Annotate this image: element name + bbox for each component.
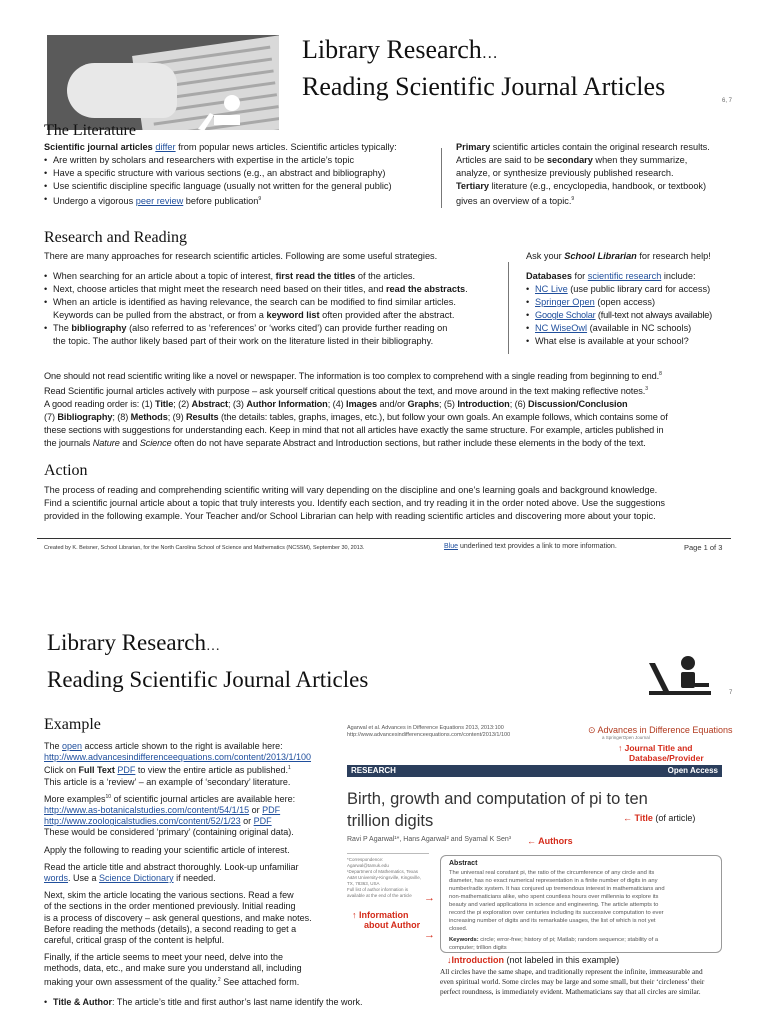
differ-link[interactable]: differ — [155, 142, 176, 152]
nc-wiseowl-link[interactable]: NC WiseOwl — [535, 323, 588, 333]
reader-figure-icon — [192, 93, 252, 130]
open-link[interactable]: open — [62, 741, 83, 751]
page-title: Library Research… Reading Scientific Journal Articles — [302, 35, 666, 101]
header-photo — [47, 35, 279, 130]
science-dictionary-link[interactable]: Science Dictionary — [99, 873, 174, 884]
literature-right-column: Primary scientific articles contain the original research results. Articles are said to be secondary when they summarize, analyze, or synthesize previously published research. Tertiary literature (e.g., encyclopedia, handbook, or textbook) gives an overview of a topic.$^9$ — [456, 142, 710, 207]
annotation-title: ← Title (of article) — [623, 813, 696, 823]
abstract-arrow-icon: → — [424, 892, 435, 904]
peer-review-link[interactable]: peer review — [135, 196, 184, 207]
list-item: • When an article is identified as having relevance, the search can be modified to find similar articles. — [44, 296, 514, 309]
article-authors: Ravi P Agarwal¹*, Hans Agarwal² and Syamal K Sen³ — [347, 836, 512, 843]
annotation-journal-title: ↑ Journal Title and Database/Provider — [618, 743, 704, 763]
list-item: • NC WiseOwl (available in NC schools) — [526, 322, 736, 335]
arrow-left-icon: ← — [527, 836, 536, 846]
springer-open-link[interactable]: Springer Open — [535, 297, 595, 307]
annotation-authors: ← Authors — [527, 836, 573, 846]
section-heading-action: Action — [44, 462, 88, 479]
google-scholar-link[interactable]: Google Scholar — [535, 310, 596, 320]
example-text: The open access article shown to the right is available here: http://www.advancesindifferenceequations.com/content/2013/1/100 Click on Full Text PDF to view the entire article as published.$^1$ This article is a ‘review’ – an example of ‘secondary’ literature. More examples$^{10}$ of scientific journal articles are available here: http://www.as-botanicalstudies.com/content/54/1/15 or PDF http://www.zoologicalstudies.com/content/52/1/23 or PDF These would be considered ‘primary’ (containing original data). Apply the following to reading your scientific article of interest. Read the article title and abstract thoroughly. Look-up unfamiliar words. Use a Science Dictionary if needed. Next, skim the article locating the various sections. Read a few of the sections in the order mentioned previously. Initial reading is a process of discovery – ask general questions, and make notes. Before reading the methods (details), a second reading to get a careful, critical grasp of the content is helpful. Finally, if the article seems to meet your need, delve into the methods, data, etc., and make sure you understand all, including making your own assessment of the quality.$^2$ See attached form. • Title & Author: The article’s title and first author’s last name identify the work. — [44, 741, 339, 1008]
page-number: Page 1 of 3 — [684, 543, 723, 552]
pdf-link[interactable]: PDF — [262, 805, 281, 816]
annotation-introduction: ↓Introduction (not labeled in this example) — [447, 955, 620, 965]
annotation-author-info: ↑ Information about Author — [352, 910, 421, 930]
arrow-left-icon: ← — [623, 813, 632, 823]
footer-credit: Created by K. Beisner, School Librarian, for the North Carolina School of Science and Mathematics (NCSSM), September 30, 2013. — [44, 545, 365, 551]
list-item: • Have a specific structure with various sections (e.g., an abstract and bibliography) — [44, 167, 434, 180]
keywords-arrow-icon: → — [424, 929, 435, 941]
literature-left-column: Scientific journal articles differ from popular news articles. Scientific articles typically: • Are written by scholars and researchers with expertise in the article’s topic • Have a specific structure with various sections (e.g., an abstract and bibliography) • Use scientific discipline specific language (usually not written for the general public) • Undergo a vigorous peer review before publication$^9$ — [44, 141, 434, 208]
section-heading-research: Research and Reading — [44, 229, 188, 246]
list-item: • Google Scholar (full-text not always available) — [526, 309, 736, 322]
list-item: • Are written by scholars and researchers with expertise in the article’s topic — [44, 154, 434, 167]
paper-citation: Agarwal et al. Advances in Difference Equations 2013, 2013:100 http://www.advancesindifferenceequations.com/content/2013/1/100 — [347, 725, 511, 738]
header-reference: 7 — [729, 690, 733, 696]
research-strategies — [44, 270, 514, 348]
list-item: the topic. The author likely based part of their work on the literature listed in their bibliography. — [53, 336, 434, 346]
list-item: • Title & Author: The article’s title and first author’s last name identify the work. — [44, 997, 339, 1008]
nc-live-link[interactable]: NC Live — [535, 284, 568, 294]
list-item: • When searching for an article about a topic of interest, first read the titles of the articles. — [44, 270, 514, 283]
words-link[interactable]: words — [44, 873, 69, 884]
article-body: All circles have the same shape, and traditionally represent the infinite, immeasurable and even spiritual world. Some circles may be large and some small, but their ‘circleness’ their perfect roundness, is immediately evident. Mathematicians say that all circles are similar. — [440, 967, 705, 996]
list-item: • Use scientific discipline specific language (usually not written for the general public) — [44, 180, 434, 193]
list-item: • The bibliography (also referred to as ‘references’ or ‘works cited’) can provide further reading on — [44, 322, 514, 335]
research-banner: RESEARCH Open Access — [347, 765, 722, 777]
arrow-up-icon: ↑ — [352, 910, 357, 920]
header-reference: 6, 7 — [722, 98, 733, 104]
journal-name: ⊙ Advances in Difference Equations — [588, 725, 733, 735]
arrow-down-icon: ↓ — [447, 955, 452, 965]
arrow-up-icon: ↑ — [618, 743, 623, 753]
pdf-link[interactable]: PDF — [117, 765, 136, 776]
zoological-studies-link[interactable]: http://www.zoologicalstudies.com/content/52/1/23 — [44, 816, 241, 827]
page2-title: Library Research… Reading Scientific Journal Articles — [47, 630, 369, 692]
pdf-link[interactable]: PDF — [253, 816, 272, 827]
databases-column: Ask your School Librarian for research help! Databases for scientific research include: • NC Live (use public library card for access) • Springer Open (open access) • Google Scholar (full-text not always available) • NC WiseOwl (available in NC schools) • What else is available at your school? — [526, 250, 736, 348]
journal-subtitle: a SpringerOpen Journal — [602, 735, 650, 740]
list-item: Keywords can be pulled from the abstract, or from a keyword list often provided after the abstract. — [53, 310, 455, 320]
person-at-laptop-icon — [645, 655, 715, 697]
scientific-research-link[interactable]: scientific research — [587, 271, 662, 281]
article-url-link[interactable]: http://www.advancesindifferenceequations.com/content/2013/1/100 — [44, 752, 312, 763]
section-heading-example: Example — [44, 716, 101, 733]
botanical-studies-link[interactable]: http://www.as-botanicalstudies.com/content/54/1/15 — [44, 805, 250, 816]
list-item: • Undergo a vigorous peer review before publication$^9$ — [44, 193, 434, 208]
column-divider — [441, 148, 442, 208]
column-divider — [508, 262, 509, 354]
reading-paragraph: One should not read scientific writing like a novel or newspaper. The information is too complex to comprehend with a single reading from beginning to end.$^8$ Read Scientific journal articles actively with purpose – ask yourself critical questions about the text, and move around in the text making reflective notes.$^3$ A good reading order is: (1) Title; (2) Abstract; (3) Author Information; (4) Images and/or Graphs; (5) Introduction; (6) Discussion/Conclusion (7) Bibliography; (8) Methods; (9) Results (the details: tables, graphs, images, etc.), but follow your own goals. An example follows, which contains some of these sections with suggestions for understanding each. Keep in mind that not all articles have exactly the same structure. For example, articles published in the journals Nature and Science often do not have separate Abstract and Introduction sections, but rather include these elements in the body of the text. — [44, 371, 668, 449]
footer-rule — [37, 538, 731, 539]
action-paragraph: The process of reading and comprehending scientific writing will vary depending on the discipline and one’s learning goals and background knowledge. Find a scientific journal article about a topic that truly interests you. Identify each section, and try reading it in the order noted above. Use the suggestions provided in the following example. Your Teacher and/or School Librarian can help with reading scientific articles and discovering more about your topic. — [44, 485, 666, 521]
list-item: • Next, choose articles that might meet the research need based on their titles, and read the abstracts. — [44, 283, 514, 296]
abstract-box: Abstract The universal real constant pi, the ratio of the circumference of any circle and its diameter, has no exact numerical representation in a finite number of digits in any number/radix system. It has conjured up tremendous interest in mathematicians and non-mathematicians alike, who spent countless hours over millennia to explore its beauty and varied applications in science and engineering. The article attempts to record the pi exploration over centuries including its successive computation to ever increasing number of digits and its remarkable usages, the list of which is not yet closed. Keywords: circle; error-free; history of pi; Matlab; random sequence; stability of a computer; trillion digits — [440, 855, 722, 953]
footer-link-note: Blue underlined text provides a link to more information. — [444, 543, 617, 550]
research-intro: There are many approaches for research scientific articles. Following are some useful strategies. — [44, 251, 438, 261]
list-item: • Springer Open (open access) — [526, 296, 736, 309]
author-correspondence: *Correspondence: Agarwal@tamuk.edu ¹Department of Mathematics, Texas A&M University-Kingsville, Kingsville, TX, 78363, USA Full list of author information is available at the end of the article — [347, 853, 429, 899]
list-item: • NC Live (use public library card for access) — [526, 283, 736, 296]
section-heading-literature: The Literature — [44, 122, 136, 139]
list-item: • What else is available at your school? — [526, 335, 736, 348]
article-title: Birth, growth and computation of pi to ten trillion digits — [347, 790, 648, 830]
